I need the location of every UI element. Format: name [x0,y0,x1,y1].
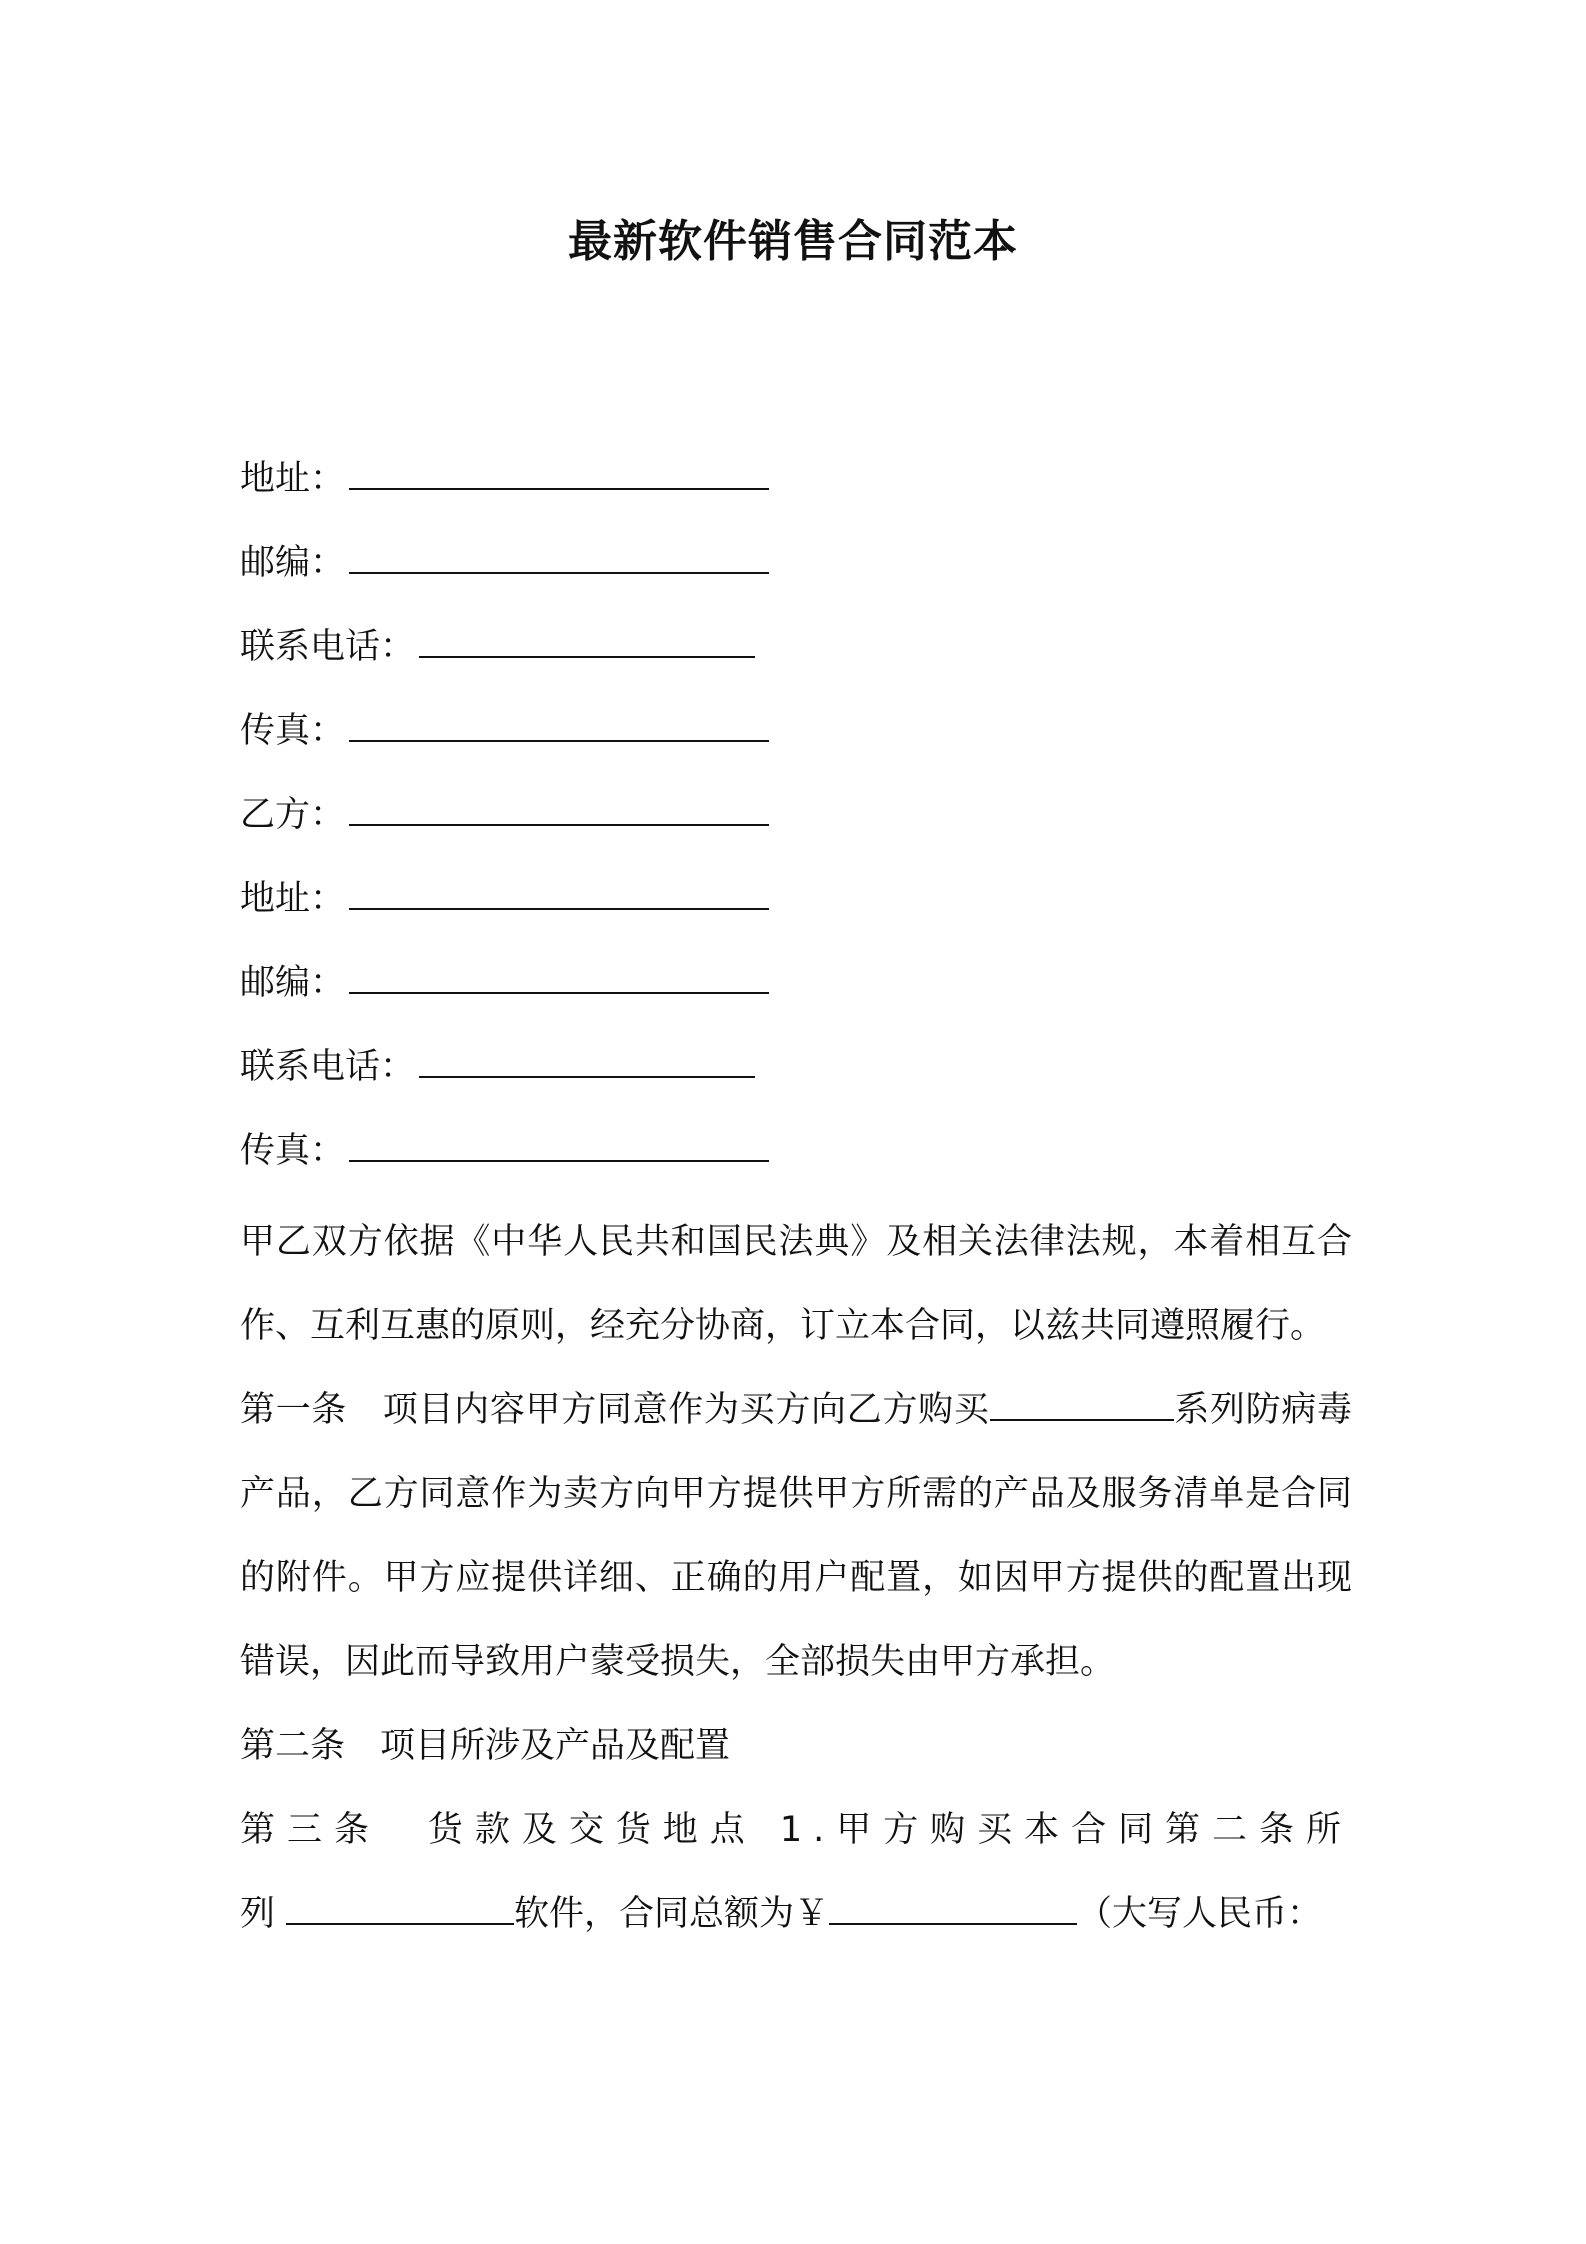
field-label: 联系电话： [240,1047,416,1087]
party-a-phone-field [240,616,1360,700]
field-label: 邮编： [240,963,346,1003]
field-label: 地址： [240,879,346,919]
fill-blank [349,868,769,910]
fill-blank [419,1036,755,1078]
fill-blank [349,1120,769,1162]
party-b-name-field [240,784,1360,868]
fill-blank [349,448,769,490]
fill-blank [349,532,769,574]
fill-blank [349,952,769,994]
party-fields [240,448,1360,1204]
field-label: 联系电话： [240,627,416,667]
party-a-postcode-field [240,532,1360,616]
article-1-text-start: 第一条 项目内容甲方同意作为买方向乙方购买 [240,1390,990,1430]
party-b-address-field [240,868,1360,952]
preamble-paragraph: 甲乙双方依据《中华人民共和国民法典》及相关法律法规，本着相互合作、互利互惠的原则，经充分协商，订立本合同，以兹共同遵照履行。 [240,1222,1352,1346]
fill-blank [990,1383,1174,1421]
party-a-address-field [240,448,1360,532]
contract-body [240,1200,1352,1956]
article-3-text-start: 第三条 货款及交货地点 1.甲方购买本合同第二条所列 [240,1810,1352,1934]
article-3-text-end: （大写人民币： [1077,1894,1323,1934]
fill-blank [349,700,769,742]
article-2-paragraph: 第二条 项目所涉及产品及配置 [240,1726,731,1766]
fill-blank [349,784,769,826]
field-label: 传真： [240,711,346,751]
party-b-postcode-field [240,952,1360,1036]
fill-blank [829,1887,1077,1925]
party-b-fax-field [240,1120,1360,1204]
party-b-phone-field [240,1036,1360,1120]
field-label: 传真： [240,1131,346,1171]
article-1-text-rest: 系列防病毒产品，乙方同意作为卖方向甲方提供甲方所需的产品及服务清单是合同的附件。甲方应提供详细、正确的用户配置，如因甲方提供的配置出现错误，因此而导致用户蒙受损失，全部损失由甲方承担。 [240,1390,1352,1682]
party-a-fax-field [240,700,1360,784]
fill-blank [286,1887,514,1925]
article-1-paragraph [240,1368,1352,1704]
field-label: 地址： [240,459,346,499]
field-label: 邮编： [240,543,346,583]
document-title: 最新软件销售合同范本 [568,216,1018,267]
field-label: 乙方： [240,795,346,835]
article-3-text-middle: 软件，合同总额为￥ [514,1894,830,1934]
article-3-paragraph [240,1788,1352,1956]
fill-blank [419,616,755,658]
